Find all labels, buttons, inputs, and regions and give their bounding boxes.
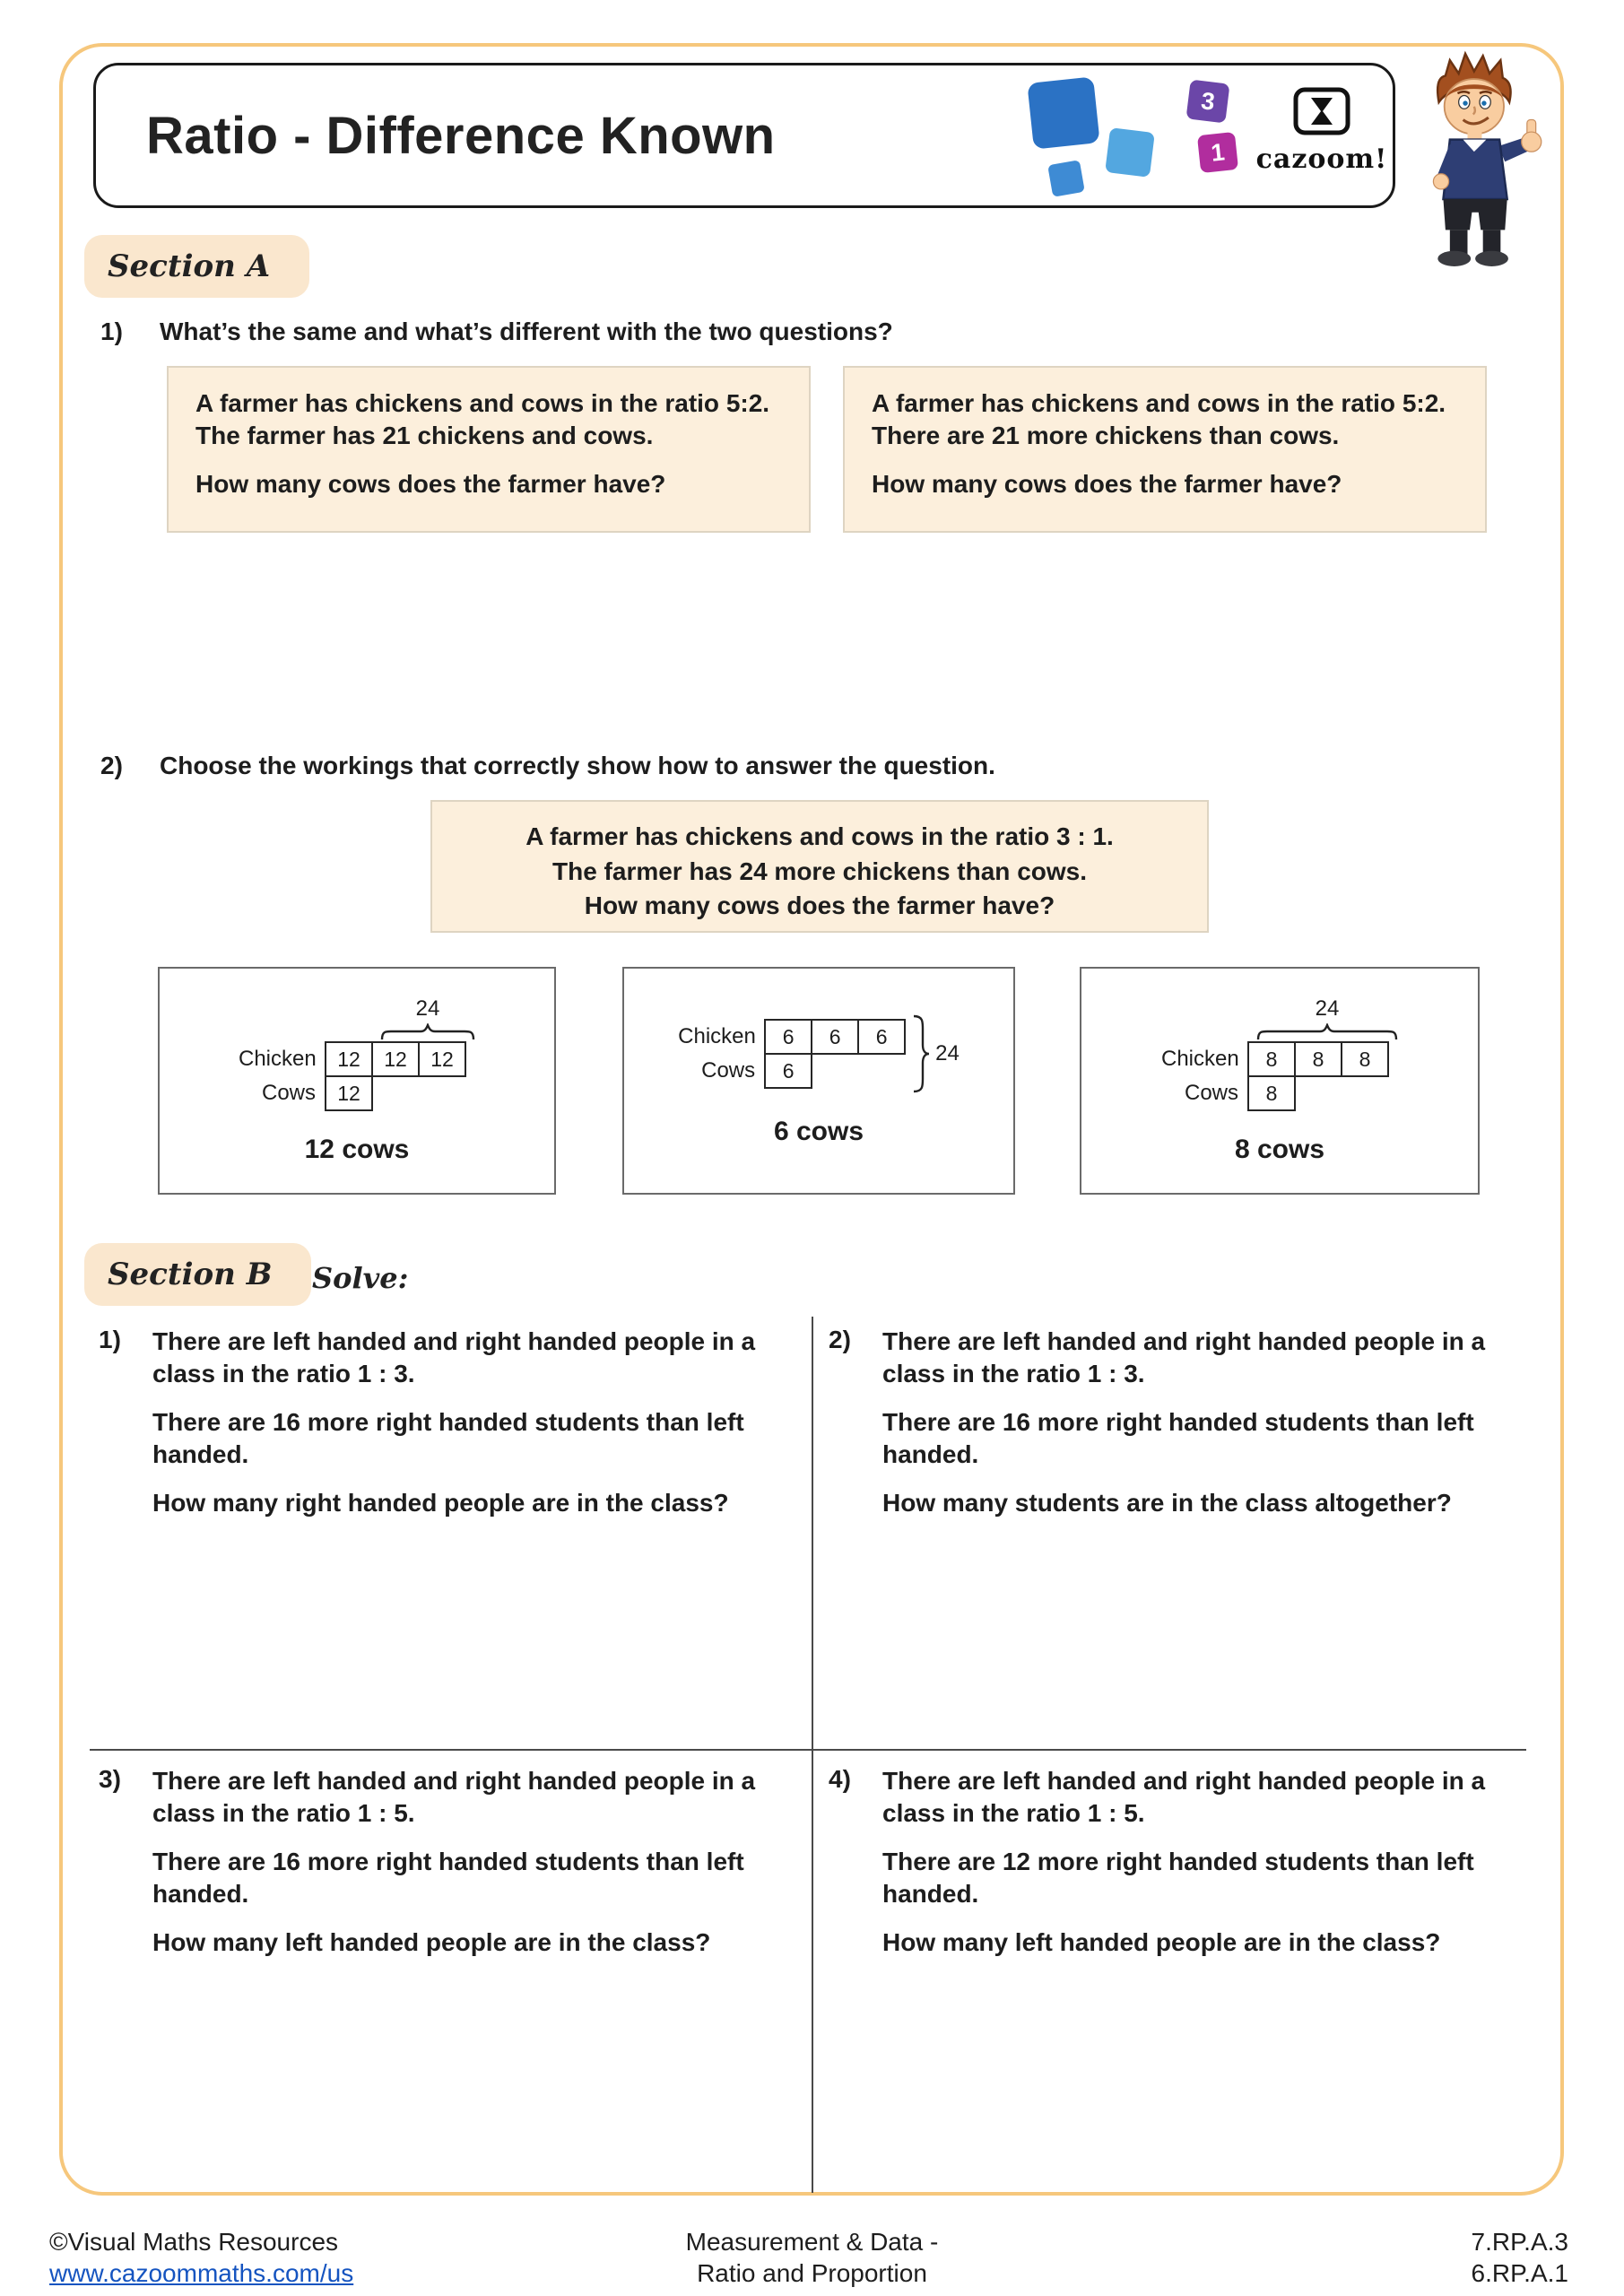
- light-blue-square-icon: [1105, 127, 1155, 178]
- magenta-square-1-icon: 1: [1197, 132, 1238, 173]
- working-option-1[interactable]: [158, 967, 556, 1195]
- question-number: 1): [99, 1326, 121, 1353]
- column-divider: [812, 1317, 813, 2193]
- bar-cell: 8: [1294, 1041, 1342, 1077]
- bar-model: [1161, 996, 1398, 1111]
- question-text: There are 16 more right handed students than left handed.: [152, 1407, 744, 1469]
- bar-model: [678, 1014, 960, 1093]
- standard-code: 6.RP.A.1: [1471, 2259, 1568, 2287]
- small-blue-square-icon: [1047, 160, 1085, 197]
- question-b3: [99, 1765, 780, 1959]
- question-prompt: What’s the same and what’s different with the two questions?: [160, 317, 893, 345]
- question-text: There are 16 more right handed students than left handed.: [152, 1847, 744, 1909]
- question-text: How many students are in the class altogether?: [882, 1488, 1452, 1517]
- bar-cell: 6: [764, 1053, 812, 1089]
- row-divider: [90, 1749, 1526, 1751]
- question-b1: [99, 1326, 780, 1519]
- question-number: 4): [829, 1765, 851, 1793]
- working-answer: 6 cows: [773, 1117, 864, 1146]
- solve-instruction: Solve:: [312, 1261, 409, 1295]
- question-a2: [100, 752, 995, 780]
- bar-cell: 12: [325, 1041, 373, 1077]
- problem-line: The farmer has 24 more chickens than cows.: [551, 857, 1087, 885]
- blue-square-icon: [1027, 76, 1099, 149]
- bar-cell: 8: [1341, 1041, 1389, 1077]
- bar-cell: 6: [857, 1019, 906, 1055]
- mascot-boy-illustration: [1395, 45, 1564, 276]
- question-b2: [829, 1326, 1510, 1519]
- bar-cell: 8: [1247, 1041, 1296, 1077]
- question-number: 2): [100, 752, 123, 779]
- cazoom-logo: [1255, 87, 1389, 175]
- chicken-row: [678, 1019, 906, 1055]
- cows-row: [678, 1053, 906, 1089]
- cazoom-wordmark: cazoom!: [1255, 144, 1388, 175]
- bar-cell: 12: [418, 1041, 466, 1077]
- problem-text: A farmer has chickens and cows in the ratio 5:2. There are 21 more chickens than cows.: [872, 389, 1446, 449]
- question-number: 3): [99, 1765, 121, 1793]
- difference-label: 24: [415, 996, 440, 1021]
- problem-line: How many cows does the farmer have?: [584, 891, 1055, 920]
- page-title: Ratio - Difference Known: [146, 106, 776, 165]
- section-a-label: Section A: [84, 235, 309, 298]
- question-number: 1): [100, 317, 123, 345]
- question-b4: [829, 1765, 1510, 1959]
- topic-line: Ratio and Proportion: [697, 2259, 927, 2287]
- brace-over-two-cells: [380, 996, 475, 1041]
- bar-cell: 6: [764, 1019, 812, 1055]
- problem-question: How many cows does the farmer have?: [195, 469, 666, 498]
- difference-label: 24: [1315, 996, 1340, 1021]
- website-link[interactable]: www.cazoommaths.com/us: [49, 2259, 354, 2287]
- brace-over-three-cells: [1256, 996, 1398, 1041]
- bar-cell: 6: [811, 1019, 859, 1055]
- standard-code: 7.RP.A.3: [1471, 2228, 1568, 2256]
- bar-cell: 8: [1247, 1075, 1296, 1111]
- copyright-text: ©Visual Maths Resources: [49, 2228, 339, 2256]
- cows-row: [1161, 1075, 1296, 1111]
- hourglass-icon: [1293, 87, 1350, 135]
- chicken-row: [1161, 1041, 1389, 1077]
- curly-brace-icon: [911, 1014, 931, 1093]
- question-text: There are left handed and right handed people in a class in the ratio 1 : 5.: [882, 1767, 1486, 1828]
- footer-center: [0, 2226, 1624, 2289]
- cows-label: Cows: [1184, 1081, 1238, 1105]
- problem-line: A farmer has chickens and cows in the ratio 3 : 1.: [525, 822, 1114, 850]
- section-b-label: Section B: [84, 1243, 311, 1306]
- question-a1: [100, 317, 893, 346]
- topic-line: Measurement & Data -: [685, 2228, 939, 2256]
- footer-right: [1472, 2226, 1568, 2289]
- cows-label: Cows: [261, 1081, 316, 1105]
- working-answer: 8 cows: [1234, 1135, 1325, 1164]
- title-box: [93, 63, 1395, 208]
- chicken-label: Chicken: [239, 1047, 317, 1071]
- question-text: How many right handed people are in the class?: [152, 1488, 729, 1517]
- cazoom-squares-logo: [1030, 80, 1246, 198]
- chicken-row: [239, 1041, 466, 1077]
- bar-cell: 12: [325, 1075, 373, 1111]
- question-number: 2): [829, 1326, 851, 1353]
- purple-square-3-icon: 3: [1185, 79, 1229, 123]
- problem-text: A farmer has chickens and cows in the ratio 5:2. The farmer has 21 chickens and cows.: [195, 389, 770, 449]
- chicken-label: Chicken: [1161, 1047, 1239, 1071]
- chicken-label: Chicken: [678, 1024, 756, 1048]
- ratio-problem-box: [430, 800, 1209, 933]
- curly-brace-icon: [1256, 1023, 1398, 1041]
- problem-question: How many cows does the farmer have?: [872, 469, 1342, 498]
- comparison-box-right: [843, 366, 1487, 533]
- question-text: There are 16 more right handed students than left handed.: [882, 1407, 1474, 1469]
- bar-model: [239, 996, 475, 1111]
- working-answer: 12 cows: [304, 1135, 410, 1164]
- cows-row: [239, 1075, 373, 1111]
- working-option-3[interactable]: [1080, 967, 1480, 1195]
- bar-cell: 12: [371, 1041, 420, 1077]
- difference-label: 24: [935, 1041, 960, 1065]
- curly-brace-icon: [380, 1023, 475, 1041]
- question-text: There are left handed and right handed people in a class in the ratio 1 : 3.: [882, 1327, 1486, 1388]
- question-text: There are 12 more right handed students than left handed.: [882, 1847, 1474, 1909]
- question-prompt: Choose the workings that correctly show how to answer the question.: [160, 752, 995, 779]
- question-text: There are left handed and right handed people in a class in the ratio 1 : 3.: [152, 1327, 756, 1388]
- question-text: How many left handed people are in the class?: [152, 1927, 711, 1956]
- working-option-2[interactable]: [622, 967, 1015, 1195]
- question-text: There are left handed and right handed people in a class in the ratio 1 : 5.: [152, 1767, 756, 1828]
- question-text: How many left handed people are in the class?: [882, 1927, 1441, 1956]
- cows-label: Cows: [701, 1058, 756, 1083]
- comparison-box-left: [167, 366, 811, 533]
